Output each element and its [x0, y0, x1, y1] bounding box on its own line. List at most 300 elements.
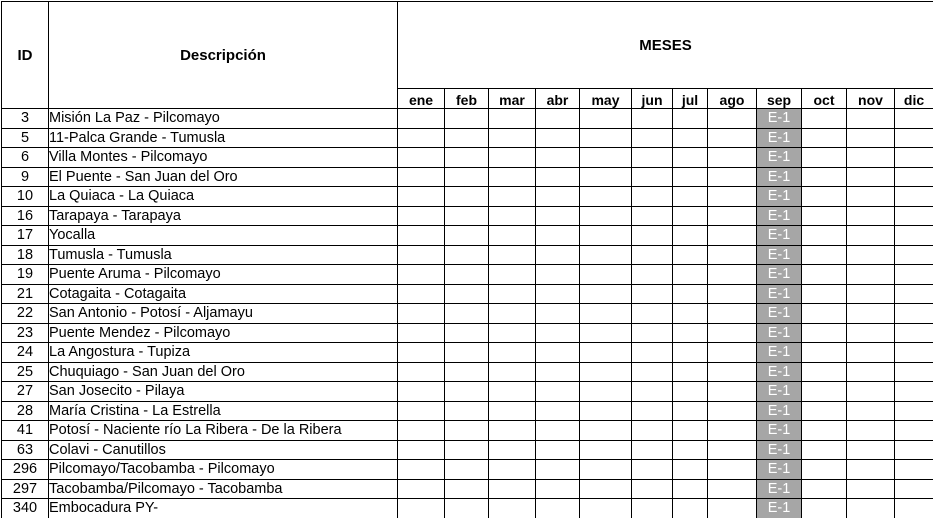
row-description: Embocadura PY-: [49, 499, 398, 518]
description-column-header: Descripción: [49, 2, 398, 109]
month-cell-ago: [708, 265, 757, 285]
table-row: [2, 323, 933, 343]
month-cell-sep-marked: [757, 440, 802, 460]
month-cell-feb: [445, 304, 489, 324]
table-row: [2, 343, 933, 363]
month-cell-jul: [673, 421, 708, 441]
month-cell-ago: [708, 226, 757, 246]
month-cell-nov: [847, 265, 895, 285]
month-cell-feb: [445, 284, 489, 304]
mark-label: E-1: [767, 461, 791, 478]
month-cell-dic: [895, 479, 933, 499]
month-cell-jun: [632, 148, 673, 168]
month-cell-jun: [632, 440, 673, 460]
row-id: 41: [2, 421, 49, 441]
mark-label: E-1: [767, 305, 791, 322]
month-cell-mar: [489, 284, 536, 304]
month-cell-ene: [398, 226, 445, 246]
month-cell-mar: [489, 304, 536, 324]
month-cell-ene: [398, 304, 445, 324]
month-cell-oct: [802, 323, 847, 343]
month-cell-nov: [847, 109, 895, 129]
month-cell-ago: [708, 421, 757, 441]
row-description: Chuquiago - San Juan del Oro: [49, 362, 398, 382]
table-row: [2, 421, 933, 441]
month-cell-jul: [673, 109, 708, 129]
month-cell-abr: [536, 343, 580, 363]
row-id: 10: [2, 187, 49, 207]
table-row: [2, 167, 933, 187]
month-cell-jun: [632, 479, 673, 499]
month-cell-ago: [708, 187, 757, 207]
table-row: [2, 499, 933, 518]
month-cell-ene: [398, 206, 445, 226]
month-cell-nov: [847, 226, 895, 246]
month-cell-jun: [632, 187, 673, 207]
month-cell-dic: [895, 226, 933, 246]
month-cell-may: [580, 440, 632, 460]
month-cell-dic: [895, 109, 933, 129]
month-cell-abr: [536, 128, 580, 148]
month-cell-may: [580, 109, 632, 129]
month-cell-oct: [802, 382, 847, 402]
month-cell-ene: [398, 421, 445, 441]
month-cell-oct: [802, 226, 847, 246]
month-cell-ago: [708, 284, 757, 304]
month-cell-jun: [632, 401, 673, 421]
month-header-nov: nov: [847, 89, 895, 109]
month-cell-nov: [847, 128, 895, 148]
month-cell-nov: [847, 206, 895, 226]
month-cell-dic: [895, 167, 933, 187]
month-cell-nov: [847, 499, 895, 518]
table-row: [2, 440, 933, 460]
month-cell-jun: [632, 304, 673, 324]
month-cell-jul: [673, 382, 708, 402]
month-cell-sep-marked: [757, 460, 802, 480]
month-cell-dic: [895, 265, 933, 285]
month-cell-may: [580, 128, 632, 148]
month-cell-mar: [489, 245, 536, 265]
month-cell-ene: [398, 187, 445, 207]
month-cell-may: [580, 226, 632, 246]
month-cell-may: [580, 304, 632, 324]
month-cell-ago: [708, 382, 757, 402]
month-header-may: may: [580, 89, 632, 109]
table-row: [2, 304, 933, 324]
month-cell-abr: [536, 245, 580, 265]
table-row: [2, 382, 933, 402]
month-header-feb: feb: [445, 89, 489, 109]
month-cell-jun: [632, 265, 673, 285]
month-cell-sep-marked: [757, 479, 802, 499]
month-cell-feb: [445, 362, 489, 382]
row-description: Villa Montes - Pilcomayo: [49, 148, 398, 168]
month-cell-jul: [673, 499, 708, 518]
month-cell-jul: [673, 226, 708, 246]
month-cell-sep-marked: [757, 167, 802, 187]
row-description: Pilcomayo/Tacobamba - Pilcomayo: [49, 460, 398, 480]
month-cell-sep-marked: [757, 421, 802, 441]
month-header-dic: dic: [895, 89, 933, 109]
month-cell-abr: [536, 304, 580, 324]
row-description: María Cristina - La Estrella: [49, 401, 398, 421]
month-cell-mar: [489, 401, 536, 421]
month-cell-nov: [847, 460, 895, 480]
month-cell-oct: [802, 343, 847, 363]
row-description: Yocalla: [49, 226, 398, 246]
month-cell-abr: [536, 460, 580, 480]
mark-label: E-1: [767, 344, 791, 361]
mark-label: E-1: [767, 480, 791, 497]
month-cell-may: [580, 499, 632, 518]
month-cell-nov: [847, 440, 895, 460]
month-cell-mar: [489, 460, 536, 480]
id-column-header: ID: [2, 2, 49, 109]
row-description: La Quiaca - La Quiaca: [49, 187, 398, 207]
row-id: 25: [2, 362, 49, 382]
month-cell-feb: [445, 421, 489, 441]
mark-label: E-1: [767, 441, 791, 458]
month-cell-nov: [847, 362, 895, 382]
month-cell-may: [580, 479, 632, 499]
month-cell-oct: [802, 401, 847, 421]
month-cell-dic: [895, 421, 933, 441]
month-cell-abr: [536, 421, 580, 441]
month-cell-ene: [398, 460, 445, 480]
row-id: 23: [2, 323, 49, 343]
month-cell-dic: [895, 499, 933, 518]
month-cell-nov: [847, 304, 895, 324]
month-cell-sep-marked: [757, 343, 802, 363]
month-header-oct: oct: [802, 89, 847, 109]
row-id: 18: [2, 245, 49, 265]
month-cell-mar: [489, 343, 536, 363]
month-cell-ago: [708, 401, 757, 421]
month-cell-ago: [708, 128, 757, 148]
month-cell-jul: [673, 187, 708, 207]
month-cell-abr: [536, 479, 580, 499]
mark-label: E-1: [767, 227, 791, 244]
month-cell-mar: [489, 382, 536, 402]
month-cell-jun: [632, 499, 673, 518]
month-cell-mar: [489, 206, 536, 226]
row-id: 297: [2, 479, 49, 499]
month-cell-abr: [536, 109, 580, 129]
month-cell-jul: [673, 245, 708, 265]
month-cell-abr: [536, 206, 580, 226]
mark-label: E-1: [767, 207, 791, 224]
month-cell-sep-marked: [757, 128, 802, 148]
month-cell-dic: [895, 460, 933, 480]
row-description: Potosí - Naciente río La Ribera - De la Ribera: [49, 421, 398, 441]
month-cell-mar: [489, 479, 536, 499]
month-cell-may: [580, 421, 632, 441]
month-cell-ene: [398, 499, 445, 518]
month-cell-feb: [445, 440, 489, 460]
month-cell-sep-marked: [757, 499, 802, 518]
table-row: [2, 148, 933, 168]
row-id: 340: [2, 499, 49, 518]
month-cell-ago: [708, 304, 757, 324]
month-cell-sep-marked: [757, 226, 802, 246]
month-cell-mar: [489, 148, 536, 168]
month-cell-ene: [398, 128, 445, 148]
month-cell-may: [580, 206, 632, 226]
table-row: [2, 187, 933, 207]
month-cell-jul: [673, 479, 708, 499]
row-description: Tumusla - Tumusla: [49, 245, 398, 265]
month-cell-feb: [445, 206, 489, 226]
month-cell-abr: [536, 167, 580, 187]
mark-label: E-1: [767, 266, 791, 283]
month-cell-oct: [802, 499, 847, 518]
table-row: [2, 245, 933, 265]
month-cell-oct: [802, 187, 847, 207]
row-id: 21: [2, 284, 49, 304]
month-cell-feb: [445, 401, 489, 421]
month-cell-abr: [536, 499, 580, 518]
month-cell-jun: [632, 226, 673, 246]
row-id: 3: [2, 109, 49, 129]
month-cell-jun: [632, 109, 673, 129]
month-cell-dic: [895, 440, 933, 460]
month-cell-nov: [847, 284, 895, 304]
month-cell-nov: [847, 401, 895, 421]
mark-label: E-1: [767, 324, 791, 341]
month-cell-mar: [489, 421, 536, 441]
month-cell-oct: [802, 167, 847, 187]
row-id: 9: [2, 167, 49, 187]
month-cell-sep-marked: [757, 245, 802, 265]
month-cell-feb: [445, 187, 489, 207]
month-cell-sep-marked: [757, 323, 802, 343]
month-cell-jun: [632, 245, 673, 265]
month-cell-mar: [489, 323, 536, 343]
month-cell-abr: [536, 148, 580, 168]
month-cell-mar: [489, 265, 536, 285]
month-cell-mar: [489, 128, 536, 148]
month-cell-ene: [398, 167, 445, 187]
month-cell-jun: [632, 362, 673, 382]
table-row: [2, 362, 933, 382]
row-id: 24: [2, 343, 49, 363]
month-cell-jun: [632, 343, 673, 363]
row-description: Cotagaita - Cotagaita: [49, 284, 398, 304]
month-header-ago: ago: [708, 89, 757, 109]
month-cell-jun: [632, 284, 673, 304]
month-cell-feb: [445, 109, 489, 129]
month-cell-ene: [398, 362, 445, 382]
month-cell-may: [580, 362, 632, 382]
month-cell-ene: [398, 401, 445, 421]
schedule-rows: [2, 109, 933, 518]
month-cell-may: [580, 265, 632, 285]
month-cell-nov: [847, 148, 895, 168]
month-cell-abr: [536, 401, 580, 421]
month-cell-feb: [445, 167, 489, 187]
month-cell-may: [580, 460, 632, 480]
month-cell-oct: [802, 362, 847, 382]
table-row: [2, 226, 933, 246]
month-cell-may: [580, 382, 632, 402]
month-cell-ago: [708, 343, 757, 363]
month-cell-oct: [802, 284, 847, 304]
mark-label: E-1: [767, 149, 791, 166]
month-cell-jul: [673, 323, 708, 343]
row-description: Misión La Paz - Pilcomayo: [49, 109, 398, 129]
month-cell-jul: [673, 284, 708, 304]
row-description: Puente Aruma - Pilcomayo: [49, 265, 398, 285]
mark-label: E-1: [767, 383, 791, 400]
month-cell-may: [580, 245, 632, 265]
row-id: 5: [2, 128, 49, 148]
row-id: 63: [2, 440, 49, 460]
month-cell-dic: [895, 284, 933, 304]
month-cell-may: [580, 148, 632, 168]
month-cell-oct: [802, 460, 847, 480]
month-cell-may: [580, 323, 632, 343]
month-cell-jul: [673, 362, 708, 382]
month-cell-ene: [398, 265, 445, 285]
month-cell-jun: [632, 421, 673, 441]
month-cell-oct: [802, 421, 847, 441]
month-cell-ago: [708, 206, 757, 226]
month-cell-oct: [802, 109, 847, 129]
row-description: San Antonio - Potosí - Aljamayu: [49, 304, 398, 324]
month-cell-feb: [445, 128, 489, 148]
table-row: [2, 460, 933, 480]
month-cell-sep-marked: [757, 265, 802, 285]
month-cell-mar: [489, 499, 536, 518]
table-row: [2, 206, 933, 226]
mark-label: E-1: [767, 422, 791, 439]
month-cell-abr: [536, 382, 580, 402]
month-cell-feb: [445, 382, 489, 402]
month-cell-abr: [536, 187, 580, 207]
month-cell-jul: [673, 460, 708, 480]
row-description: Tacobamba/Pilcomayo - Tacobamba: [49, 479, 398, 499]
month-cell-oct: [802, 304, 847, 324]
month-cell-feb: [445, 148, 489, 168]
month-cell-sep-marked: [757, 304, 802, 324]
mark-label: E-1: [767, 500, 791, 517]
month-cell-ago: [708, 479, 757, 499]
row-id: 19: [2, 265, 49, 285]
month-cell-sep-marked: [757, 206, 802, 226]
month-cell-mar: [489, 362, 536, 382]
month-cell-jul: [673, 401, 708, 421]
month-cell-ene: [398, 479, 445, 499]
month-cell-feb: [445, 323, 489, 343]
month-cell-ene: [398, 323, 445, 343]
month-cell-nov: [847, 323, 895, 343]
month-cell-sep-marked: [757, 284, 802, 304]
row-id: 28: [2, 401, 49, 421]
month-cell-jul: [673, 304, 708, 324]
month-cell-jul: [673, 128, 708, 148]
month-cell-may: [580, 401, 632, 421]
row-description: Colavi - Canutillos: [49, 440, 398, 460]
row-description: San Josecito - Pilaya: [49, 382, 398, 402]
month-cell-nov: [847, 382, 895, 402]
month-cell-jul: [673, 343, 708, 363]
mark-label: E-1: [767, 246, 791, 263]
month-cell-sep-marked: [757, 109, 802, 129]
month-cell-mar: [489, 167, 536, 187]
month-cell-abr: [536, 265, 580, 285]
row-id: 16: [2, 206, 49, 226]
month-cell-abr: [536, 362, 580, 382]
month-cell-may: [580, 167, 632, 187]
month-cell-abr: [536, 226, 580, 246]
row-id: 27: [2, 382, 49, 402]
table-row: [2, 479, 933, 499]
month-header-ene: ene: [398, 89, 445, 109]
month-cell-feb: [445, 460, 489, 480]
month-cell-jul: [673, 440, 708, 460]
month-cell-oct: [802, 148, 847, 168]
month-cell-nov: [847, 245, 895, 265]
month-cell-jun: [632, 323, 673, 343]
month-cell-nov: [847, 187, 895, 207]
month-cell-abr: [536, 284, 580, 304]
month-cell-ene: [398, 284, 445, 304]
month-cell-abr: [536, 323, 580, 343]
table-row: [2, 265, 933, 285]
month-cell-ene: [398, 109, 445, 129]
month-cell-dic: [895, 304, 933, 324]
month-cell-oct: [802, 206, 847, 226]
row-description: Puente Mendez - Pilcomayo: [49, 323, 398, 343]
month-cell-feb: [445, 479, 489, 499]
mark-label: E-1: [767, 110, 791, 127]
table-row: [2, 109, 933, 129]
month-cell-mar: [489, 440, 536, 460]
month-cell-oct: [802, 128, 847, 148]
month-cell-ago: [708, 460, 757, 480]
month-cell-jun: [632, 382, 673, 402]
month-cell-ago: [708, 148, 757, 168]
table-row: [2, 284, 933, 304]
row-id: 296: [2, 460, 49, 480]
month-cell-sep-marked: [757, 382, 802, 402]
month-cell-sep-marked: [757, 401, 802, 421]
month-cell-feb: [445, 499, 489, 518]
mark-label: E-1: [767, 168, 791, 185]
month-cell-mar: [489, 187, 536, 207]
month-cell-dic: [895, 362, 933, 382]
month-cell-feb: [445, 343, 489, 363]
month-cell-oct: [802, 265, 847, 285]
month-cell-may: [580, 343, 632, 363]
month-cell-may: [580, 187, 632, 207]
month-header-jun: jun: [632, 89, 673, 109]
month-cell-feb: [445, 245, 489, 265]
month-cell-ene: [398, 343, 445, 363]
month-cell-nov: [847, 479, 895, 499]
month-cell-nov: [847, 421, 895, 441]
table-row: [2, 128, 933, 148]
month-cell-feb: [445, 265, 489, 285]
month-cell-ene: [398, 148, 445, 168]
month-cell-dic: [895, 323, 933, 343]
month-cell-dic: [895, 206, 933, 226]
month-cell-jul: [673, 206, 708, 226]
month-cell-ago: [708, 323, 757, 343]
month-cell-jul: [673, 265, 708, 285]
month-cell-mar: [489, 226, 536, 246]
